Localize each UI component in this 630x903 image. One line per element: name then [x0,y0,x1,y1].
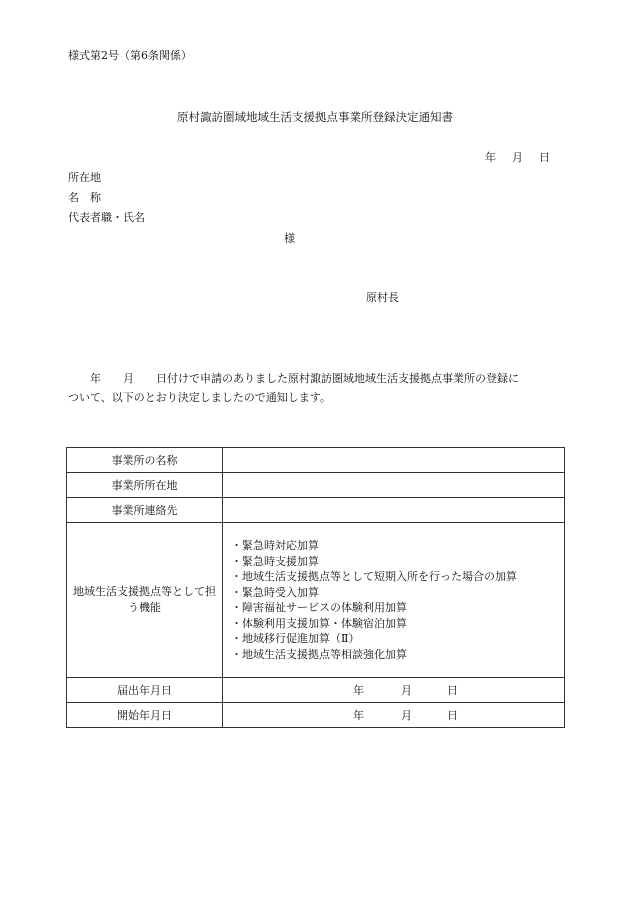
body-line-2: ついて、以下のとおり決定しましたので通知します。 [68,391,331,404]
body-year: 年 [90,372,101,385]
issue-date-month: 月 [512,151,523,164]
representative-label: 代表者職・氏名 [68,211,145,224]
office-contact-value [223,498,565,523]
table-row [67,703,565,728]
start-date-label: 開始年月日 [67,703,223,728]
name-label: 名 称 [68,191,101,204]
start-date-value [223,703,565,728]
list-item: ・地域生活支援拠点等相談強化加算 [231,647,407,661]
office-name-label: 事業所の名称 [67,448,223,473]
list-item: ・地域生活支援拠点等として短期入所を行った場合の加算 [231,570,517,583]
filed-day: 日 [447,684,458,697]
filed-year: 年 [353,684,364,697]
address-label: 所在地 [68,171,101,184]
table-row [67,498,565,523]
function-list [223,538,564,662]
body-month: 月 [123,372,134,385]
issue-date-day: 日 [539,151,550,164]
registration-table [66,447,565,728]
honorific: 様 [284,232,295,245]
filed-date-value [223,678,565,703]
start-day: 日 [447,709,458,722]
filed-month: 月 [401,684,412,697]
office-address-label: 事業所所在地 [67,473,223,498]
table-row [67,678,565,703]
start-year: 年 [353,709,364,722]
document-title: 原村諏訪圏域地域生活支援拠点事業所登録決定通知書 [177,110,453,124]
body-text-1: 日付けで申請のありました原村諏訪圏域地域生活支援拠点事業所の登録に [156,372,519,385]
office-address-value [223,473,565,498]
filed-date-label: 届出年月日 [67,678,223,703]
form-number: 様式第2号（第6条関係） [68,49,192,62]
issue-date-line [485,151,550,165]
list-item: ・障害福祉サービスの体験利用加算 [231,601,407,614]
office-name-value [223,448,565,473]
start-month: 月 [401,709,412,722]
table-row [67,473,565,498]
list-item: ・緊急時受入加算 [231,585,319,599]
function-label-cell [67,523,223,678]
list-item: ・緊急時支援加算 [231,554,319,568]
table-row [67,448,565,473]
function-list-cell [223,523,565,678]
table-row [67,523,565,678]
issue-date-year: 年 [485,151,496,164]
office-contact-label: 事業所連絡先 [67,498,223,523]
list-item: ・体験利用支援加算・体験宿泊加算 [231,616,407,630]
list-item: ・緊急時対応加算 [231,539,319,552]
sender-name: 原村長 [366,291,399,304]
body-line-1 [68,372,519,386]
list-item: ・地域移行促進加算（Ⅱ） [231,632,360,645]
function-label: 地域生活支援拠点等として担う機能 [73,585,216,614]
